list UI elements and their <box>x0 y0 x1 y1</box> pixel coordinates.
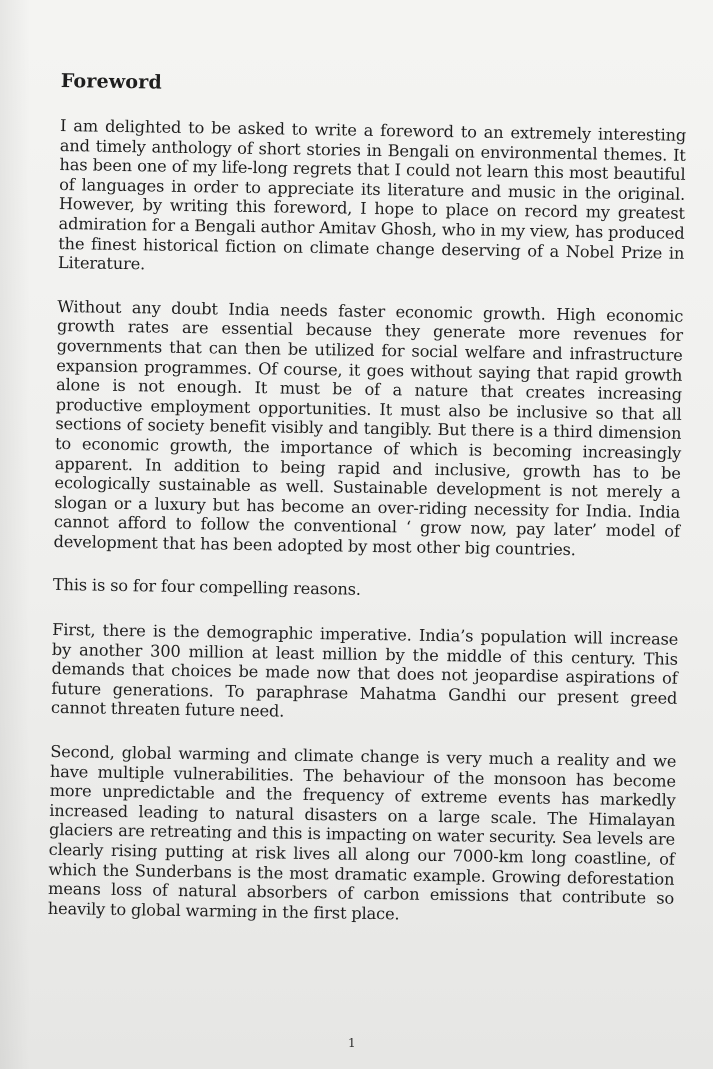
page-content <box>47 70 687 952</box>
page-shadow <box>0 0 30 1069</box>
paragraph-four-reasons: This is so for four compelling reasons. <box>52 575 361 600</box>
paragraph-second-reason: Second, global warming and climate change is very much a reality and we have multiple vulnerabilities. The behaviour of the monsoon has become more unpredictable and the frequency of extreme events has markedly increased leading to natural disasters on a large scale. The Himalayan glaciers are retreating and this is impacting on water security. Sea levels are clearly rising putting at risk lives all along our 7000-km long coastline, of which the Sunderbans is the most dramatic example. Growing deforestation means loss of natural absorbers of carbon emissions that contribute so heavily to global warming in the first place. <box>47 741 677 924</box>
paragraph-first-reason: First, there is the demographic imperative. India’s population will increase by another 300 million at least million by the middle of this century. This demands that choices be made now that does not jeopardise aspirations of future generations. To paraphrase Mahatma Gandhi our present greed cannot threaten future need. <box>50 619 679 722</box>
page-title: Foreword <box>60 70 163 94</box>
paragraph-economic-growth: Without any doubt India needs faster economic growth. High economic growth rates are essential because they generate more revenues for governments that can then be utilized for social welfare and infrastructure expansion programmes. Of course, it goes without saying that rapid growth alone is not enough. It must be of a nature that creates increasing productive employment opportunities. It must also be inclusive so that all sections of society benefit visibly and tangibly. But there is a third dimension to economic growth, the importance of which is becoming increasingly apparent. In addition to being rapid and inclusive, growth has to be ecologically sustainable as well. Sustainable development is not merely a slogan or a luxury but has become an over-riding necessity for India. India cannot afford to follow the conventional ‘ grow now, pay later’ model of development that has been adopted by most other big countries. <box>53 296 684 560</box>
paragraph-intro: I am delighted to be asked to write a foreword to an extremely interesting and timely anthology of short stories in Bengali on environmental themes. It has been one of my life-long regrets that I could not learn this most beautiful of languages in order to appreciate its literature and music in the original. However, by writing this foreword, I hope to place on record my greatest admiration for a Bengali author Amitav Ghosh, who in my view, has produced the finest historical fiction on climate change deserving of a Nobel Prize in Literature. <box>57 115 687 274</box>
page-number: 1 <box>348 1036 356 1050</box>
